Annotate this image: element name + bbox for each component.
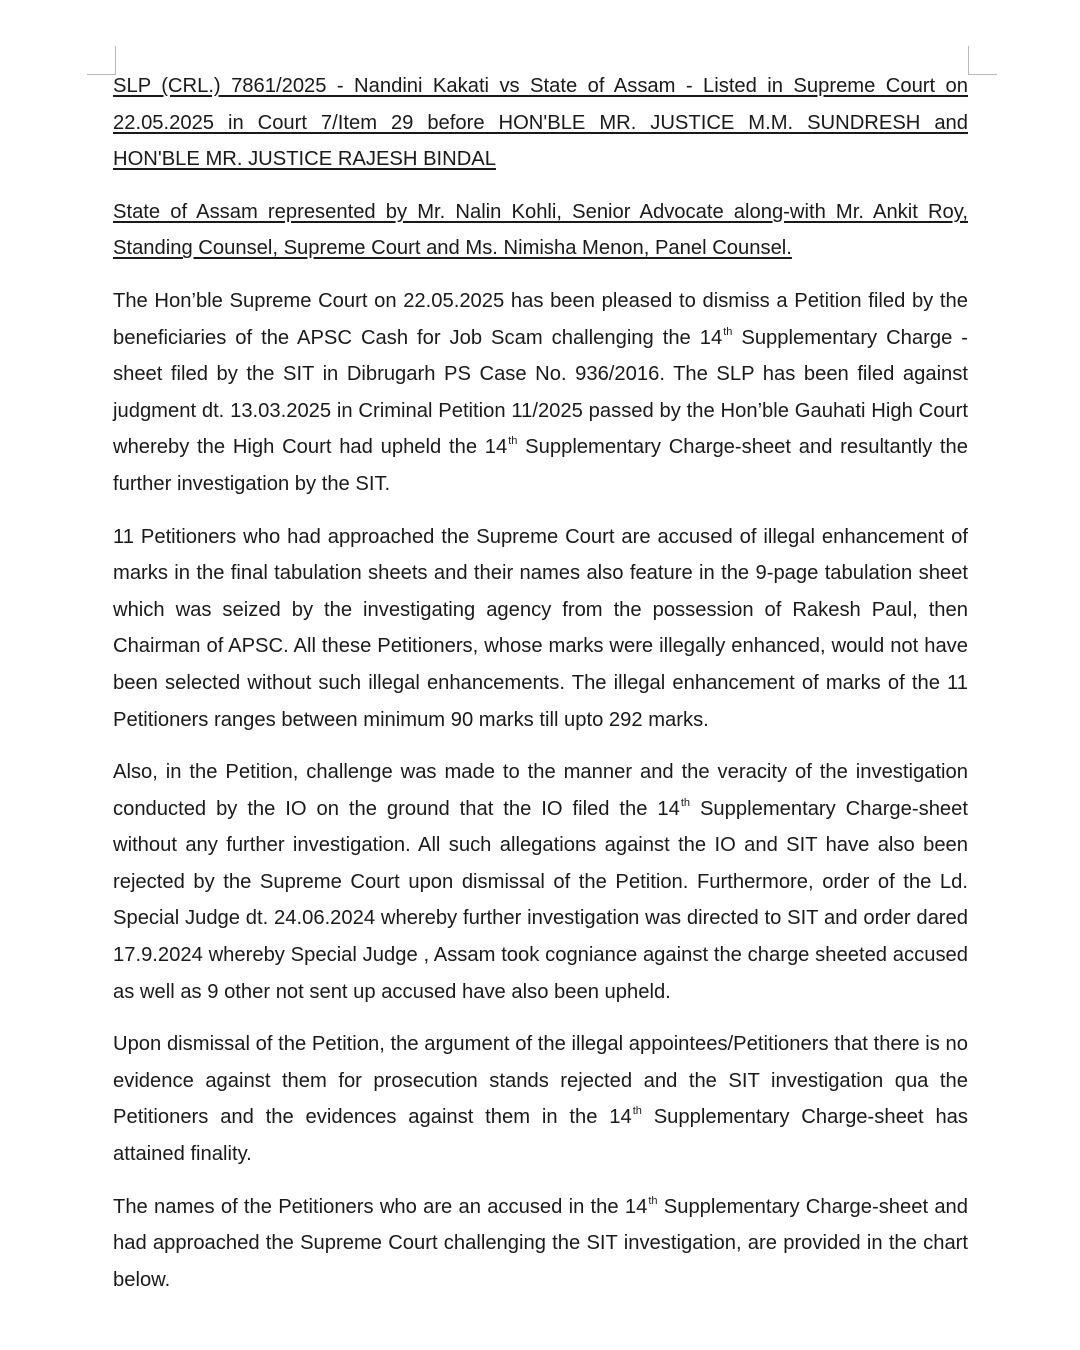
ordinal-superscript: th <box>648 1194 658 1207</box>
paragraph-finality <box>113 1026 968 1172</box>
paragraph-text: Supplementary Charge-sheet and resultantly the further investigation by the SIT. <box>113 436 968 495</box>
paragraph-text: The Hon’ble Supreme Court on 22.05.2025 has been pleased to dismiss a Petition filed by the beneficiaries of the APSC Cash for Job Scam challenging the 14 <box>113 289 968 349</box>
paragraph-text: Also, in the Petition, challenge was made to the manner and the veracity of the investigation conducted by the IO on the ground that the IO filed the 14 <box>113 761 968 820</box>
document-page <box>113 68 968 1314</box>
paragraph-names <box>113 1189 968 1299</box>
ordinal-superscript: th <box>508 435 518 448</box>
ordinal-superscript: th <box>632 1105 642 1118</box>
ordinal-superscript: th <box>680 796 691 809</box>
document-title: SLP (CRL.) 7861/2025 - Nandini Kakati vs State of Assam - Listed in Supreme Court on 22.05.2025 in Court 7/Item 29 before HON'BLE MR. JUSTICE M.M. SUNDRESH and HON'BLE MR. JUSTICE RAJESH BINDAL <box>113 75 968 171</box>
paragraph-text: Supplementary Charge-sheet has attained finality. <box>113 1106 968 1166</box>
paragraph-text: Upon dismissal of the Petition, the argument of the illegal appointees/Petitioners that there is no evidence against them for prosecution stands rejected and the SIT investigation qua the Petitioners and the evidences against them in the 14 <box>113 1033 968 1129</box>
crop-mark-top-right <box>968 46 997 75</box>
paragraph-petitioners: 11 Petitioners who had approached the Supreme Court are accused of illegal enhancement of marks in the final tabulation sheets and their names also feature in the 9-page tabulation sheet which was seized by the investigating agency from the possession of Rakesh Paul, then Chairman of APSC. All these Petitioners, whose marks were illegally enhanced, would not have been selected without such illegal enhancements. The illegal enhancement of marks of the 11 Petitioners ranges between minimum 90 marks till upto 292 marks. <box>113 525 968 731</box>
ordinal-superscript: th <box>723 325 733 338</box>
paragraph-challenge <box>113 754 968 1010</box>
paragraph-text: Supplementary Charge-sheet without any further investigation. All such allegations against the IO and SIT have also been rejected by the Supreme Court upon dismissal of the Petition. Furthermore, order of the Ld. Special Judge dt. 24.06.2024 whereby further investigation was directed to SIT and order dared 17.9.2024 whereby Special Judge , Assam took cogniance against the charge sheeted accused as well as 9 other not sent up accused have also been upheld. <box>113 797 968 1003</box>
paragraph-text: Supplementary Charge -sheet filed by the SIT in Dibrugarh PS Case No. 936/2016. The SLP has been filed against judgment dt. 13.03.2025 in Criminal Petition 11/2025 passed by the Hon’ble Gauhati High Court whereby the High Court had upheld the 14 <box>113 326 968 459</box>
representation-note: State of Assam represented by Mr. Nalin Kohli, Senior Advocate along-with Mr. Ankit Roy, Standing Counsel, Supreme Court and Ms. Nimisha Menon, Panel Counsel. <box>113 200 968 260</box>
paragraph-text: The names of the Petitioners who are an accused in the 14 <box>113 1195 648 1218</box>
crop-mark-top-left <box>87 46 116 75</box>
paragraph-text: Supplementary Charge-sheet and had approached the Supreme Court challenging the SIT investigation, are provided in the chart below. <box>113 1195 968 1291</box>
paragraph-dismissal <box>113 283 968 503</box>
